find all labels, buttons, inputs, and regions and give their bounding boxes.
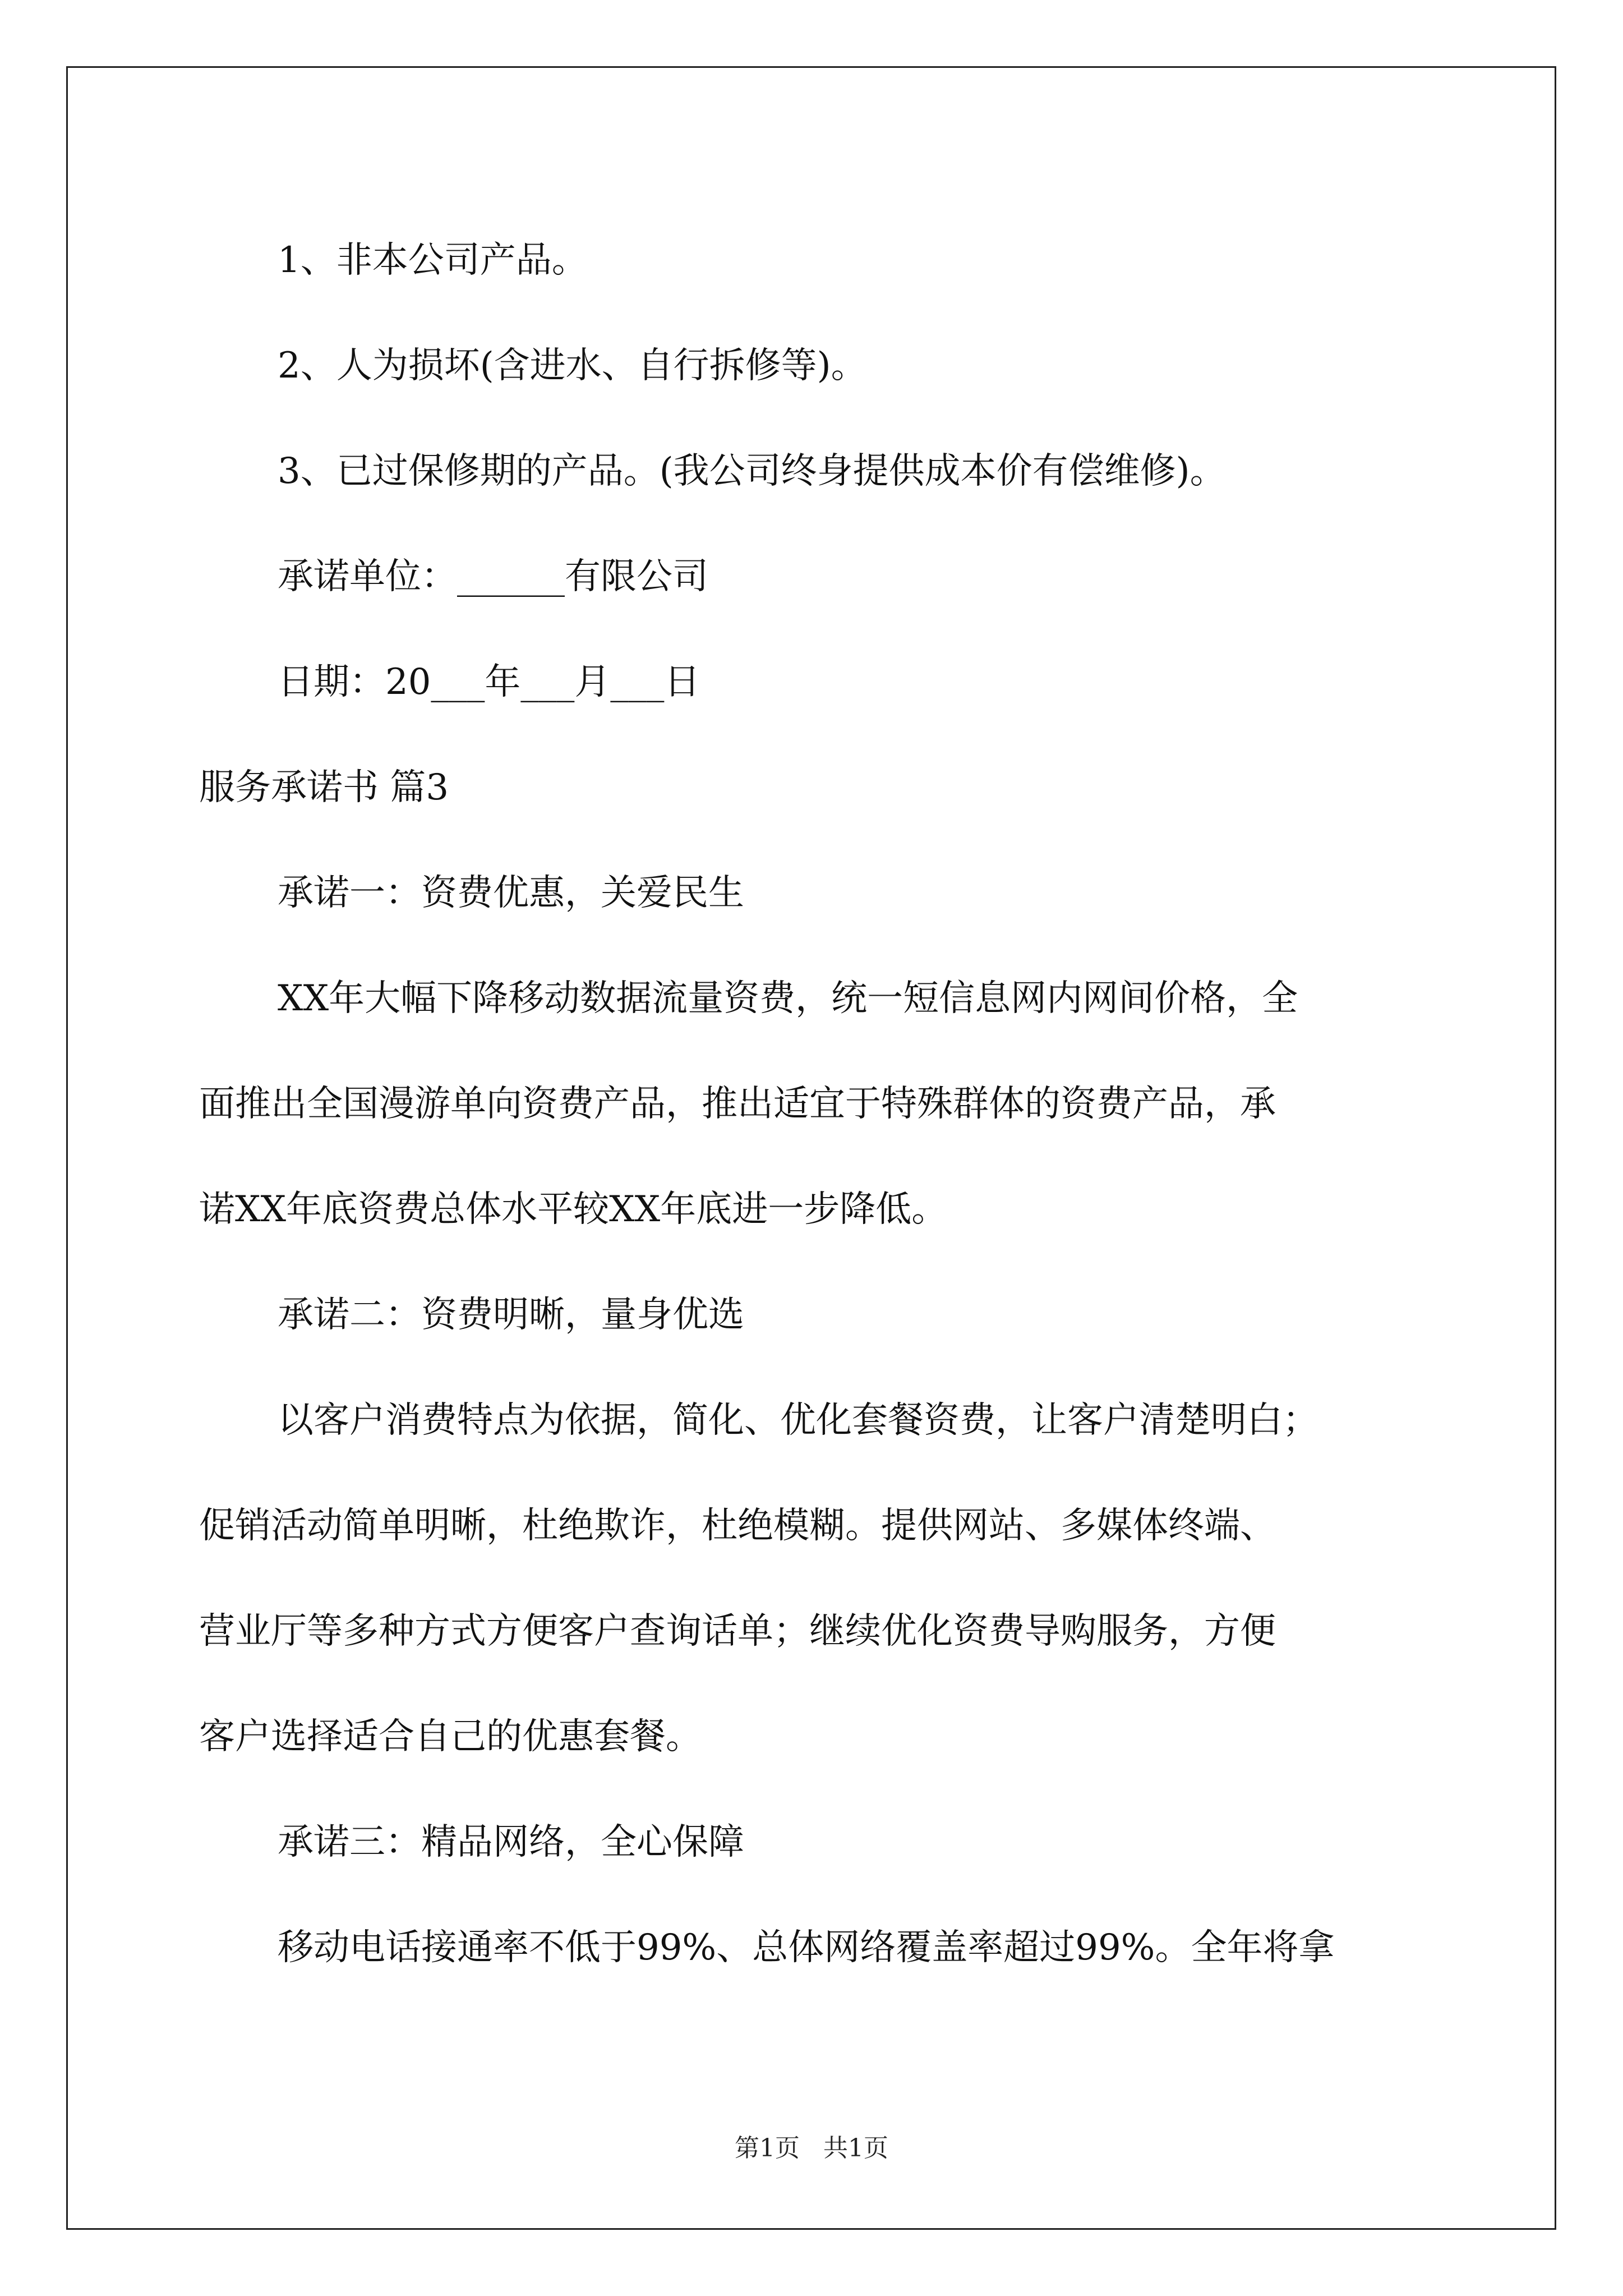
date-line: 日期：20___年___月___日: [278, 661, 700, 703]
promise-3-title: 承诺三：精品网络，全心保障: [278, 1821, 744, 1863]
document-body: [199, 208, 1444, 2000]
paragraph-line: 客户选择适合自己的优惠套餐。: [199, 1716, 702, 1757]
paragraph-line: 移动电话接通率不低于99%、总体网络覆盖率超过99%。全年将拿: [278, 1927, 1335, 1968]
paragraph-line: XX年大幅下降移动数据流量资费，统一短信息网内网间价格，全: [278, 978, 1298, 1019]
list-item-1: 1、非本公司产品。: [278, 240, 588, 281]
paragraph-line: 促销活动简单明晰，杜绝欺诈，杜绝模糊。提供网站、多媒体终端、: [199, 1505, 1276, 1547]
promise-2-title: 承诺二：资费明晰，量身优选: [278, 1294, 744, 1336]
section-heading: 服务承诺书 篇3: [199, 767, 449, 808]
paragraph-line: 面推出全国漫游单向资费产品，推出适宜于特殊群体的资费产品，承: [199, 1083, 1276, 1125]
paragraph-line: 以客户消费特点为依据，简化、优化套餐资费，让客户清楚明白；: [278, 1400, 1318, 1441]
paragraph-line: 诺XX年底资费总体水平较XX年底进一步降低。: [199, 1189, 948, 1230]
list-item-2: 2、人为损坏(含进水、自行拆修等)。: [278, 345, 867, 386]
page-footer: 第1页 共1页: [735, 2134, 888, 2162]
paragraph-line: 营业厅等多种方式方便客户查询话单；继续优化资费导购服务，方便: [199, 1611, 1276, 1652]
promise-unit: 承诺单位：______有限公司: [278, 556, 708, 597]
promise-1-title: 承诺一：资费优惠，关爱民生: [278, 872, 744, 914]
list-item-3: 3、已过保修期的产品。(我公司终身提供成本价有偿维修)。: [278, 450, 1226, 492]
